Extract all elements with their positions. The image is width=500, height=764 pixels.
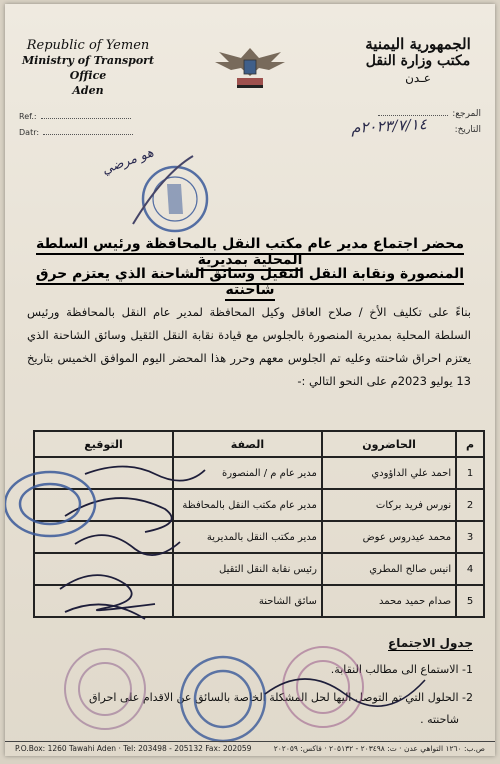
letterhead-city-ar: عـدن	[405, 71, 431, 85]
arabic-letterhead	[353, 36, 483, 87]
document-page	[5, 4, 495, 756]
cell-name: نورس فريد بركات	[322, 489, 456, 521]
document-title-line1: محضر اجتماع مدير عام مكتب النقل بالمحافظة ورئيس السلطة المحلية بمديرية	[23, 236, 477, 268]
handwritten-date: ٢٠٢٣/٧/١٤م	[350, 115, 428, 137]
agenda-item-2-continued: شاحنته .	[420, 713, 459, 726]
table-row	[34, 489, 484, 521]
ref-label: Ref.:	[19, 112, 37, 121]
handwritten-note: هو مرضي	[100, 145, 156, 178]
letterhead-ministry-ar: مكتب وزارة النقل	[365, 53, 471, 69]
letterhead-ministry-en: Ministry of Transport Office	[21, 54, 155, 82]
cell-role: مدير عام م / المنصورة	[173, 457, 322, 489]
document-title-line2: المنصورة ونقابة النقل الثقيل وسائق الشاحنة الذي يعتزم حرق شاحنته	[23, 266, 477, 298]
cell-num: 2	[456, 489, 484, 521]
cell-role: سائق الشاحنة	[173, 585, 322, 617]
header-num: م	[456, 431, 484, 457]
attendees-table	[33, 430, 485, 618]
agenda-title: جدول الاجتماع	[388, 636, 473, 650]
footer-contact-ar: ص.ب: ١٢٦٠ التواهي عدن · ت: ٢٠٣٤٩٨ - ٢٠٥١٣٢ · فاكس: ٢٠٢٠٥٩	[273, 744, 485, 753]
cell-num: 4	[456, 553, 484, 585]
cell-name: صدام حميد محمد	[322, 585, 456, 617]
cell-name: محمد عيدروس عوض	[322, 521, 456, 553]
cell-num: 5	[456, 585, 484, 617]
letterhead-country-ar: الجمهورية اليمنية	[365, 35, 471, 53]
date-field	[19, 128, 133, 137]
ar-ref-label: المرجع:	[452, 109, 481, 119]
table-row	[34, 521, 484, 553]
ref-field	[19, 112, 131, 121]
cell-num: 1	[456, 457, 484, 489]
cell-signature	[34, 521, 173, 553]
cell-signature	[34, 585, 173, 617]
ar-date-field	[455, 125, 481, 135]
agenda-item-1: 1- الاستماع الى مطالب النقابة.	[330, 663, 473, 676]
letterhead-country-en: Republic of Yemen	[26, 38, 150, 53]
english-letterhead	[13, 38, 163, 98]
ar-date-label: التاريخ:	[454, 125, 481, 135]
table-row	[34, 553, 484, 585]
header-name: الحاضرون	[322, 431, 456, 457]
table-header-row	[34, 431, 484, 457]
agenda-item-2: 2- الحلول التي تم التوصل اليها لحل المشكلة الخاصة بالسائق عن الاقدام على احراق	[88, 691, 473, 704]
document-body-paragraph: بناءً على تكليف الأخ / صلاح العاقل وكيل المحافظة لمدير عام النقل بالمحافظة ورئيس السلطة المحلية بمديرية المنصورة بالجلوس مع قيادة نقابة النقل الثقيل وسائق الشاحنة الذي يعتزم احراق شاحنته وعليه تم الجلوس معهم وحرر هذا المحضر اليوم الموافق الخميس بتاريخ 13 يوليو 2023م على النحو التالي :-	[27, 305, 471, 388]
cell-name: انيس صالح المطري	[322, 553, 456, 585]
cell-signature	[34, 553, 173, 585]
cell-role: رئيس نقابة النقل الثقيل	[173, 553, 322, 585]
cell-num: 3	[456, 521, 484, 553]
cell-signature	[34, 457, 173, 489]
letterhead-city-en: Aden	[72, 84, 104, 97]
footer-contact-en: P.O.Box: 1260 Tawahi Aden · Tel: 203498 - 205132 Fax: 202059	[15, 744, 252, 753]
cell-role: مدير عام مكتب النقل بالمحافظة	[173, 489, 322, 521]
header-role: الصفة	[173, 431, 322, 457]
table-row	[34, 585, 484, 617]
table-row	[34, 457, 484, 489]
header-signature: التوقيع	[34, 431, 173, 457]
cell-signature	[34, 489, 173, 521]
official-stamp-top	[123, 154, 223, 244]
eagle-emblem-icon	[211, 42, 289, 92]
footer-contact	[5, 741, 495, 756]
date-label: Datr:	[19, 128, 40, 137]
cell-role: مدير مكتب النقل بالمديرية	[173, 521, 322, 553]
cell-name: احمد علي الداؤودي	[322, 457, 456, 489]
